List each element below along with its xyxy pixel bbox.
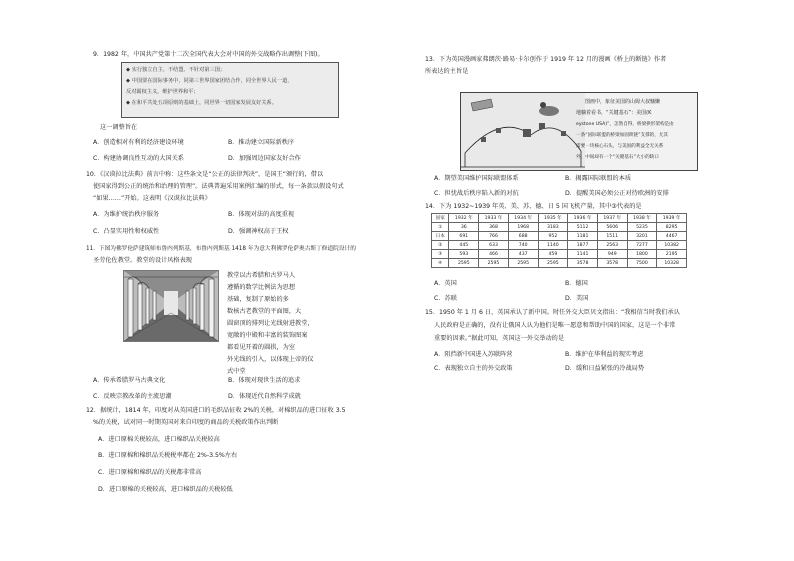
q11-side-text: 教堂以古希腊和古罗马人 [227, 272, 296, 279]
q10-stem-line: “如果……”开始。这表明《汉谟拉比法典》 [93, 195, 211, 202]
q15-stem-line: 重要的因素。”据此可知，英国这一外交举动的是 [434, 335, 565, 342]
q13-option-b[interactable]: B．揭露国际联盟的本质 [565, 175, 632, 182]
table-cell: 10328 [657, 259, 687, 268]
table-row [432, 250, 687, 259]
table-cell: 5235 [627, 223, 657, 232]
q9-stem: 9．1982 年，中国共产党第十二次全国代表大会对中国的外交战略作出调整(下图)。 [93, 51, 324, 58]
table-header-row [432, 214, 687, 223]
table-cell: 633 [479, 241, 509, 250]
table-cell: 437 [508, 250, 538, 259]
table-cell: ② [432, 241, 449, 250]
table-cell: 2595 [508, 259, 538, 268]
q15-option-a[interactable]: A．阻挡新中国进入苏联阵营 [434, 351, 513, 358]
q15-option-c[interactable]: C．表现独立自主的外交政策 [434, 365, 513, 372]
table-row [432, 223, 687, 232]
aircraft-production-table [431, 213, 687, 268]
q12-stem-line: %的关税，试对同一时期英国对来自印度的商品的关税政策作出判断 [93, 419, 279, 426]
table-cell: 952 [538, 232, 568, 241]
cartoon-caption-line: 外，中间却有一个“关键基石”大小的缺口 [576, 155, 659, 160]
cartoon-caption-line: 一条“国际联盟的桥梁加固锁链”支撑的，尤其 [576, 133, 669, 138]
table-row [432, 259, 687, 268]
table-cell: 1877 [568, 241, 598, 250]
q9-option-b[interactable]: B．推动建立国际新秩序 [228, 139, 295, 146]
table-header-cell: 1933 年 [479, 214, 509, 223]
q10-option-a[interactable]: A．为维护统治秩序服务 [93, 211, 160, 218]
table-cell: 5112 [568, 223, 598, 232]
table-cell: 3183 [538, 223, 568, 232]
q14-option-c[interactable]: C．苏联 [434, 295, 457, 302]
table-cell: 2595 [479, 259, 509, 268]
table-cell: 7500 [627, 259, 657, 268]
table-cell: 766 [479, 232, 509, 241]
q15-option-b[interactable]: B．维护在华利益的现实考虑 [565, 351, 644, 358]
church-interior-photo [123, 270, 219, 342]
right-column [397, 0, 794, 561]
table-cell: 688 [508, 232, 538, 241]
table-header-cell: 1936 年 [568, 214, 598, 223]
table-cell: ③ [432, 250, 449, 259]
cartoon-broken-bridge [460, 92, 698, 171]
q10-option-b[interactable]: B．体现对法的高度重视 [228, 211, 295, 218]
q11-side-text: 遵循的数学比例法为思想 [227, 284, 296, 291]
table-cell: 2195 [657, 250, 687, 259]
table-header-cell: 1934 年 [508, 214, 538, 223]
table-cell: 2595 [449, 259, 479, 268]
church-nave-illustration [124, 271, 218, 341]
table-cell: 1968 [508, 223, 538, 232]
table-header-cell: 1939 年 [657, 214, 687, 223]
q15-option-d[interactable]: D．缓和日益紧张的冷战局势 [565, 365, 645, 372]
q13-option-c[interactable]: C．担忧战后秩序陷入新的对抗 [434, 190, 519, 197]
q11-side-text: 外光线的引入，以体现上帝的仪 [227, 356, 314, 363]
q9-option-a[interactable]: A．创造相对有利的经济建设环境 [93, 139, 184, 146]
q11-option-a[interactable]: A．传承希腊罗马古典文化 [93, 377, 166, 384]
table-cell: 36 [449, 223, 479, 232]
q13-stem-line: 所表达的主旨是 [425, 68, 469, 75]
table-cell: 593 [449, 250, 479, 259]
table-cell: 2563 [597, 241, 627, 250]
table-cell: 5606 [597, 223, 627, 232]
table-cell: 3578 [597, 259, 627, 268]
q13-stem-line: 13．下为英国漫画家弗朗茨·路易·卡尔创作于 1919 年 12 月的漫画《桥上的断链》作者 [425, 56, 667, 63]
q11-option-d[interactable]: D．体现近代自然科学成就 [228, 393, 301, 400]
q11-side-text: 式中堂 [227, 368, 246, 375]
q10-stem-line: 10．《汉谟拉比法典》前言中称：这些条文是“公正的法律判决”，是国王“颁行的，借以 [86, 171, 324, 178]
q15-stem-line: 15．1950 年 1 月 6 日，英国承认了新中国。时任外交大臣贝文指出：“我相信当时我们承认 [425, 309, 680, 316]
cartoon-caption-line: 需要一块核心石头，与美国的利益全无关系 [576, 144, 664, 149]
table-cell: 1141 [568, 250, 598, 259]
q9-box-line: ◆ 实行独立自主、不结盟、不针对第三国； [126, 67, 226, 73]
q11-option-c[interactable]: C．反映宗教改革的主流思潮 [93, 393, 172, 400]
table-cell: 1511 [597, 232, 627, 241]
q11-stem-line: 圣劳伦佐教堂。教堂的设计风格表现 [93, 257, 192, 264]
table-header-cell: 1935 年 [538, 214, 568, 223]
table-cell: 2595 [538, 259, 568, 268]
q9-box-line: ◆ 在和平共处五项原则的基础上，同世界一切国家发展友好关系。 [126, 100, 277, 106]
q11-side-text: 数核古老教堂的平面图，大 [227, 308, 302, 315]
cartoon-caption-line: eystone USA)”，怎然自得，桥梁拱形架构是由 [576, 122, 674, 127]
table-cell: 3578 [568, 259, 598, 268]
q12-option-c[interactable]: C．进口原棉和棉织品的关税都非常高 [98, 469, 202, 476]
table-cell: 1181 [568, 232, 598, 241]
table-header-cell: 国家 [432, 214, 449, 223]
table-cell: 3201 [627, 232, 657, 241]
q13-option-d[interactable]: D．提醒美国必须公正对待欧洲的安排 [565, 190, 669, 197]
q11-option-b[interactable]: B．体现对现世生活的追求 [228, 377, 301, 384]
table-header-cell: 1937 年 [597, 214, 627, 223]
q9-option-d[interactable]: D．加强周边国家友好合作 [228, 155, 301, 162]
table-cell: 466 [479, 250, 509, 259]
q9-option-c[interactable]: C．构建协调良性互动的大国关系 [93, 155, 184, 162]
q14-option-d[interactable]: D．美国 [565, 295, 589, 302]
q12-option-b[interactable]: B．进口原棉和棉织品关税税率都在 2%-3.5%左右 [98, 452, 238, 459]
q14-option-b[interactable]: B．德国 [565, 280, 588, 287]
cartoon-caption-line: 图画中，象征美国的山姆大叔慵懒 [585, 99, 661, 105]
cartoon-drawing [461, 93, 585, 170]
table-cell: 368 [479, 223, 509, 232]
q9-box-line: 反对霸权主义，维护世界和平； [126, 89, 199, 95]
q9-policy-box [121, 62, 339, 118]
q9-note: 这一调整旨在 [100, 124, 138, 131]
q14-option-a[interactable]: A．英国 [434, 280, 457, 287]
table-cell: ① [432, 223, 449, 232]
table-cell: 4467 [657, 232, 687, 241]
q14-stem: 14．下为 1932~1939 年英、美、苏、德、日 5 国飞机产量，其中③代表的是 [425, 203, 642, 210]
table-cell: 691 [449, 232, 479, 241]
q13-option-a[interactable]: A．期望美国维护国际联盟体系 [434, 175, 519, 182]
q11-side-text: 基础，复制了原始的多 [227, 296, 289, 303]
cartoon-caption-line: 地躺着看书，“关键基石”：美国(K [576, 110, 652, 116]
q11-side-text: 都看见开着的圆拱，为室 [227, 344, 296, 351]
table-cell: 10382 [657, 241, 687, 250]
table-cell: 1800 [627, 250, 657, 259]
table-header-cell: 1938 年 [627, 214, 657, 223]
table-cell: 日本 [432, 232, 449, 241]
table-cell: ④ [432, 259, 449, 268]
q9-box-line: ◆ 中国要在国际事务中，同第三世界国家团结合作，同全世界人民一道， [126, 78, 293, 84]
table-cell: 949 [597, 250, 627, 259]
table-header-cell: 1932 年 [449, 214, 479, 223]
q10-stem-line: 使国家得到公正的统治和治理的管理”。法典普遍采用案例汇编的形式，每一条款以假设句式 [93, 183, 344, 190]
table-row [432, 241, 687, 250]
table-cell: 459 [538, 250, 568, 259]
table-cell: 8295 [657, 223, 687, 232]
q10-option-c[interactable]: C．凸显实用性和权威性 [93, 228, 160, 235]
q12-option-d[interactable]: D．进口原棉的关税较高，进口棉织品的关税较低 [98, 486, 233, 493]
table-row [432, 232, 687, 241]
q12-option-a[interactable]: A．进口原棉关税较高，进口棉织品关税较高 [98, 436, 220, 443]
table-cell: 7277 [627, 241, 657, 250]
table-cell: 1140 [538, 241, 568, 250]
q15-stem-line: 人民政府是正确的，没有让俄国人认为他们是唯一愿意和帮助中国的国家，这是一个非常 [434, 322, 676, 329]
q11-stem-line: 11．下图为佛罗伦萨建筑师布鲁内列斯基，布鲁内列斯基 1418 年为意大利佛罗伦萨奥古斯丁修道院设计的 [86, 246, 356, 252]
q11-side-text: 宽敞的中殿和丰富的装饰图案 [227, 332, 308, 339]
table-cell: 445 [449, 241, 479, 250]
q11-side-text: 圆窗顶的排列让光线射进教堂， [227, 320, 314, 327]
q12-stem-line: 12．据统计，1814 年，印度对从英国进口的毛织品征收 2%的关税，对棉织品的进口征收 3.5 [86, 407, 346, 414]
q10-option-d[interactable]: D．强调神权高于王权 [228, 228, 289, 235]
table-cell: 740 [508, 241, 538, 250]
